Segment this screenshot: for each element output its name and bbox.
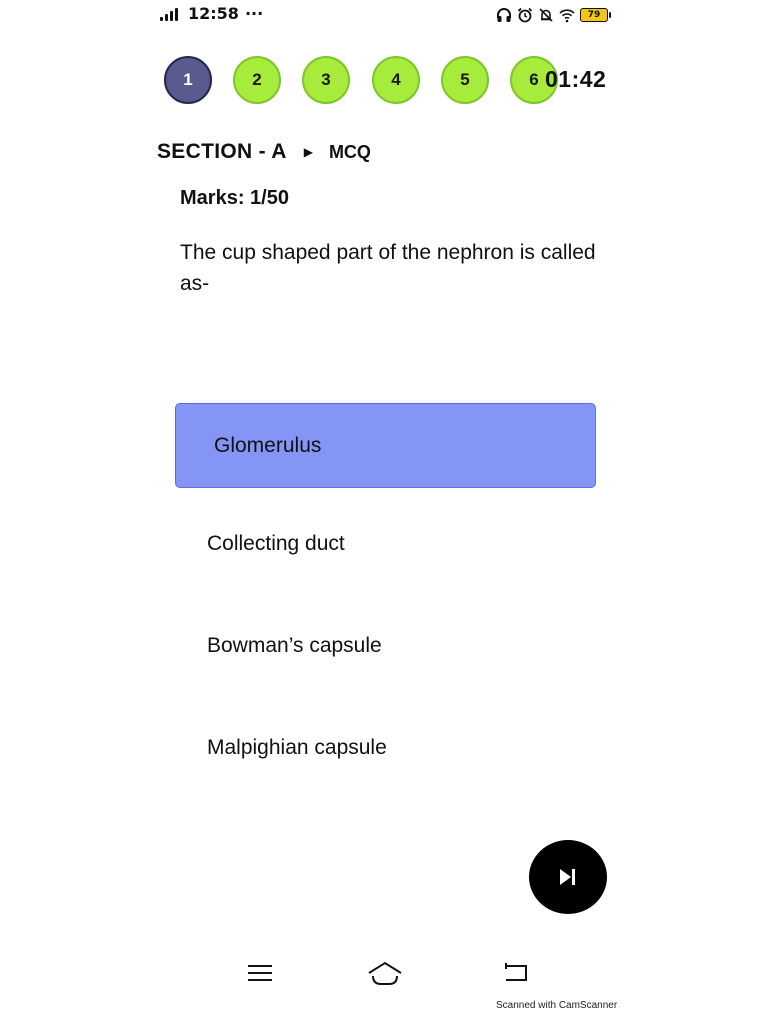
question-bubble-6[interactable]: 6: [510, 56, 558, 104]
status-left: [160, 4, 263, 23]
alarm-icon: [517, 7, 533, 23]
mute-bell-icon: [538, 7, 554, 23]
scanner-watermark: Scanned with CamScanner: [496, 1000, 618, 1011]
option-label: Malpighian capsule: [207, 735, 387, 759]
battery-icon: 79: [580, 8, 608, 22]
skip-next-icon: [557, 867, 579, 887]
section-breadcrumb: [157, 140, 371, 164]
wifi-icon: [559, 7, 575, 23]
signal-icon: [160, 7, 182, 21]
headphones-icon: [496, 7, 512, 23]
play-arrow-icon: ▶: [303, 145, 313, 159]
option-4[interactable]: [175, 705, 596, 790]
option-label: Collecting duct: [207, 531, 345, 555]
status-bar: [160, 4, 610, 26]
status-more: ···: [244, 4, 264, 23]
countdown-timer: 01:42: [545, 66, 607, 92]
question-bubble-3[interactable]: 3: [302, 56, 350, 104]
question-bubble-1[interactable]: 1: [164, 56, 212, 104]
option-2[interactable]: [175, 501, 596, 586]
option-label: Glomerulus: [214, 433, 322, 457]
section-title: SECTION - A: [157, 140, 287, 163]
menu-icon: [247, 963, 273, 983]
question-navigator: [162, 55, 539, 109]
home-icon: [367, 960, 403, 986]
back-button[interactable]: [497, 955, 537, 991]
option-label: Bowman’s capsule: [207, 633, 382, 657]
system-nav-bar: [240, 955, 540, 991]
marks-label: Marks: 1/50: [180, 187, 289, 209]
question-bubble-4[interactable]: 4: [372, 56, 420, 104]
option-1[interactable]: [175, 403, 596, 488]
question-bubble-5[interactable]: 5: [441, 56, 489, 104]
menu-button[interactable]: [240, 955, 280, 991]
back-icon: [502, 961, 532, 985]
question-bubble-2[interactable]: 2: [233, 56, 281, 104]
home-button[interactable]: [365, 955, 405, 991]
question-text: The cup shaped part of the nephron is called as-: [180, 241, 596, 295]
next-question-button[interactable]: [529, 840, 607, 914]
section-type: MCQ: [328, 141, 371, 162]
status-right: [496, 7, 608, 23]
option-3[interactable]: [175, 603, 596, 688]
status-time: 12:58: [188, 4, 239, 23]
